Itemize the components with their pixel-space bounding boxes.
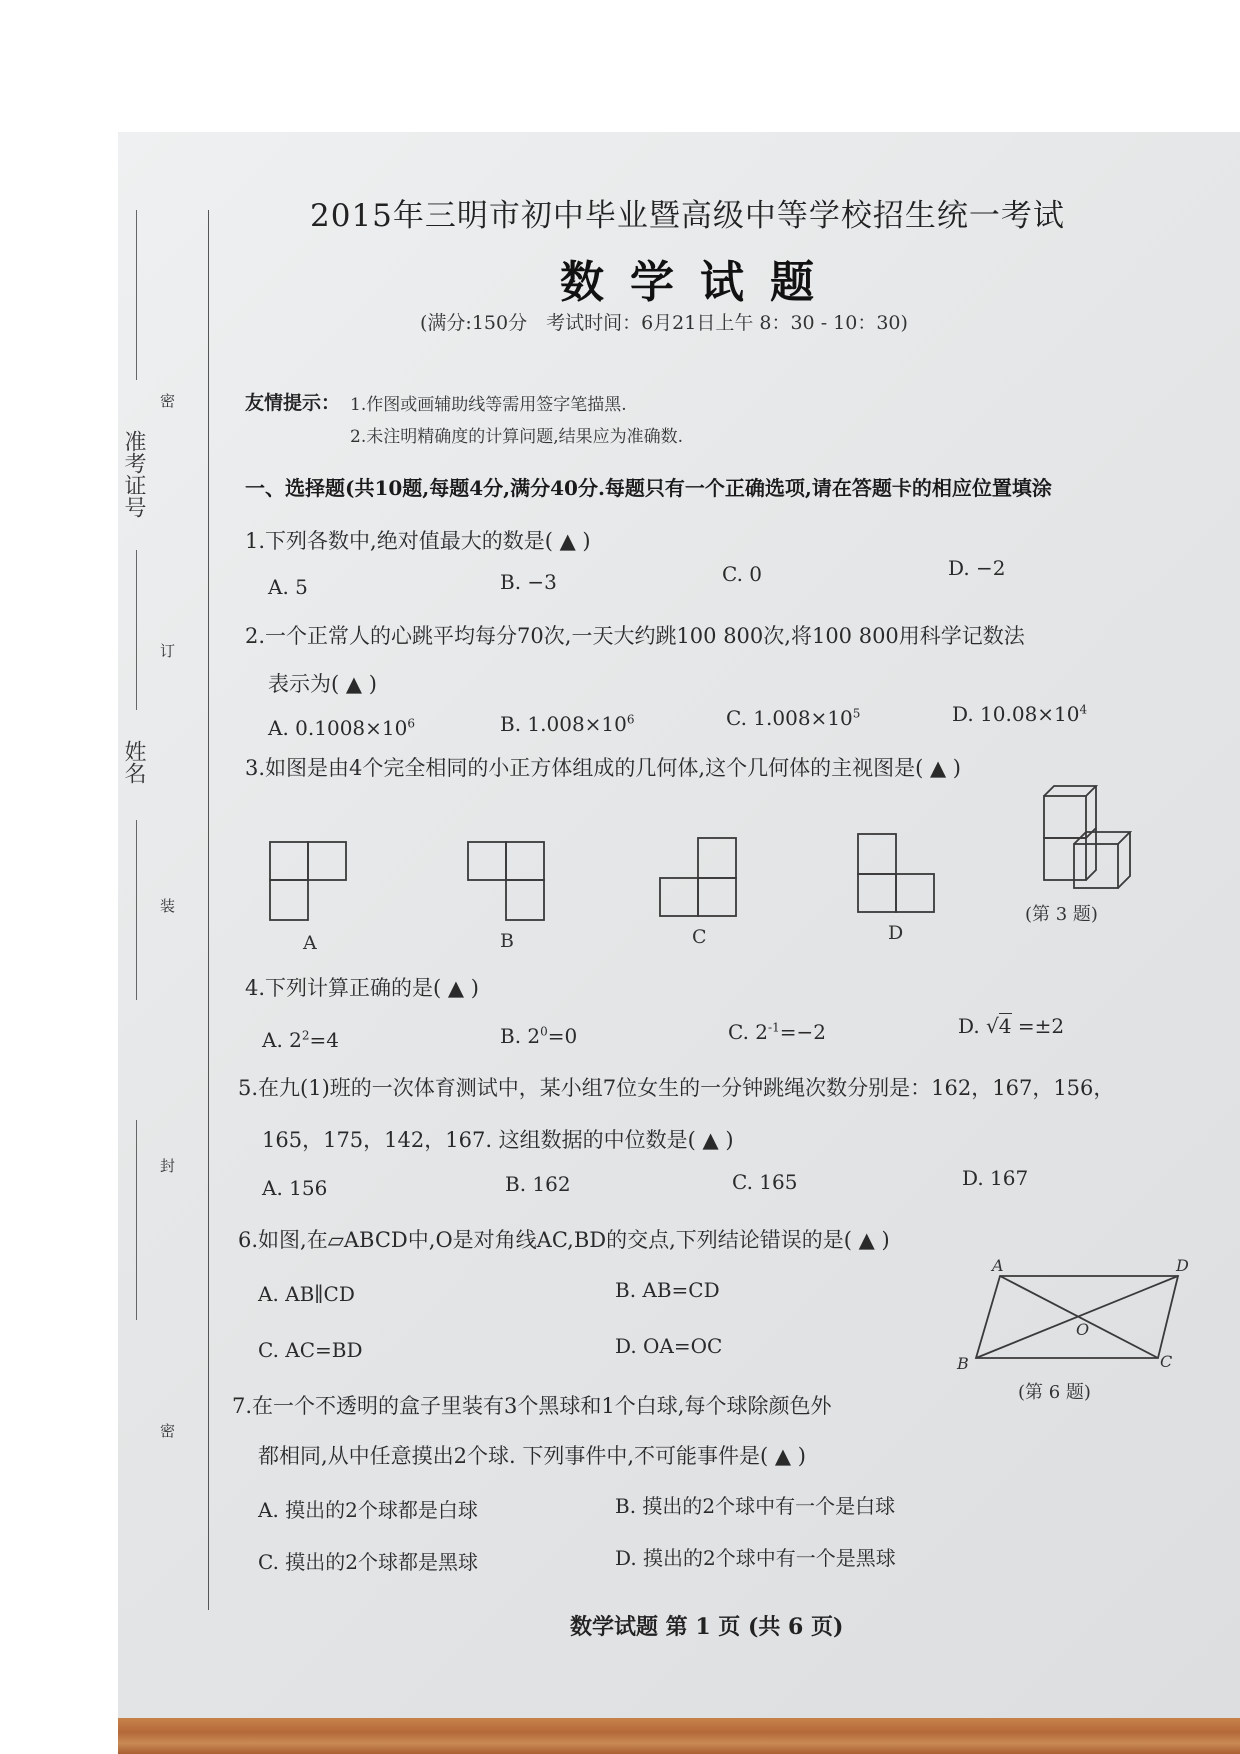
option-7c: C. 摸出的2个球都是黑球	[258, 1550, 479, 1574]
exam-info: (满分:150分 考试时间：6月21日上午 8：30 - 10：30)	[420, 312, 908, 334]
q3-label-c: C	[692, 926, 707, 948]
option-1d: D. −2	[948, 556, 1006, 580]
tip-item: 1.作图或画辅助线等需用签字笔描黑.	[350, 395, 627, 415]
q3-label-d: D	[888, 922, 904, 944]
q6-point-o: O	[1076, 1320, 1090, 1339]
side-blank-line	[136, 550, 137, 710]
question-1: 1.下列各数中,绝对值最大的数是( ▲ )	[245, 529, 591, 553]
q3-option-d-figure	[856, 832, 940, 918]
option-5a: A. 156	[262, 1176, 328, 1200]
seal-word: 装	[160, 897, 176, 915]
side-label-exam-number: 准考证号	[121, 430, 146, 518]
q6-caption: (第 6 题)	[1018, 1382, 1091, 1403]
q3-label-a: A	[303, 932, 317, 954]
option-1c: C. 0	[722, 562, 763, 586]
seal-word: 密	[160, 392, 176, 410]
question-2: 2.一个正常人的心跳平均每分70次,一天大约跳100 800次,将100 800用科学记数法	[245, 624, 1025, 648]
option-7a: A. 摸出的2个球都是白球	[258, 1498, 478, 1522]
option-5b: B. 162	[505, 1172, 571, 1196]
question-7: 7.在一个不透明的盒子里装有3个黑球和1个白球,每个球除颜色外	[232, 1394, 832, 1418]
q6-parallelogram-figure	[950, 1260, 1190, 1370]
question-5: 5.在九(1)班的一次体育测试中，某小组7位女生的一分钟跳绳次数分别是：162，167，156，	[238, 1076, 1115, 1100]
side-blank-line	[136, 820, 137, 1000]
option-6d: D. OA=OC	[615, 1334, 723, 1358]
seal-word: 密	[160, 1422, 176, 1440]
question-4: 4.下列计算正确的是( ▲ )	[245, 976, 479, 1000]
q6-point-a: A	[992, 1256, 1004, 1275]
tips-label: 友情提示：	[245, 392, 341, 414]
option-2d: D. $10.08\times 10^4$	[952, 702, 1088, 726]
option-4c: C. $2^{-1}=-2$	[728, 1020, 826, 1044]
page-footer: 数学试题 第 1 页 (共 6 页)	[570, 1614, 844, 1640]
side-blank-line	[136, 210, 137, 380]
q3-caption: (第 3 题)	[1025, 904, 1098, 925]
option-1b: B. −3	[500, 570, 557, 594]
option-5c: C. 165	[732, 1170, 798, 1194]
option-6c: C. AC=BD	[258, 1338, 363, 1362]
option-2c: C. $1.008\times 10^5$	[726, 706, 861, 730]
question-3: 3.如图是由4个完全相同的小正方体组成的几何体,这个几何体的主视图是( ▲ )	[245, 756, 961, 780]
question-5-line2: 165，175，142，167. 这组数据的中位数是( ▲ )	[262, 1128, 734, 1152]
tip-item: 2.未注明精确度的计算问题,结果应为准确数.	[350, 427, 684, 447]
option-4a: A. $2^2=4$	[262, 1028, 340, 1052]
q6-point-c: C	[1160, 1352, 1173, 1371]
q6-point-b: B	[957, 1354, 969, 1373]
option-6b: B. AB=CD	[615, 1278, 720, 1302]
question-7-line2: 都相同,从中任意摸出2个球. 下列事件中,不可能事件是( ▲ )	[258, 1444, 806, 1468]
wood-table-background	[118, 1718, 1240, 1754]
option-4b: B. $2^0=0$	[500, 1024, 578, 1048]
q3-option-c-figure	[658, 836, 742, 922]
binding-margin-line	[208, 210, 209, 1610]
option-5d: D. 167	[962, 1166, 1029, 1190]
q3-option-a-figure	[268, 840, 352, 926]
q3-option-b-figure	[466, 840, 550, 926]
seal-word: 封	[160, 1157, 176, 1175]
subject-title: 数学试题	[560, 257, 840, 308]
q3-label-b: B	[500, 930, 514, 952]
option-2b: B. $1.008\times 10^6$	[500, 712, 635, 736]
side-blank-line	[136, 1120, 137, 1320]
option-7b: B. 摸出的2个球中有一个是白球	[615, 1494, 896, 1518]
option-4d: D. √4 =±2	[958, 1014, 1065, 1038]
option-1a: A. 5	[268, 575, 308, 599]
q3-solid-figure	[1038, 784, 1142, 894]
section-heading: 一、选择题(共10题,每题4分,满分40分.每题只有一个正确选项,请在答题卡的相应位置填涂	[245, 476, 1052, 500]
question-2-line2: 表示为( ▲ )	[268, 672, 377, 696]
option-7d: D. 摸出的2个球中有一个是黑球	[615, 1546, 896, 1570]
q6-point-d: D	[1176, 1256, 1189, 1275]
seal-word: 订	[160, 642, 176, 660]
option-6a: A. AB∥CD	[258, 1282, 355, 1306]
question-6: 6.如图,在▱ABCD中,O是对角线AC,BD的交点,下列结论错误的是( ▲ )	[238, 1228, 890, 1252]
option-2a: A. $0.1008\times 10^6$	[268, 716, 415, 740]
exam-title: 2015年三明市初中毕业暨高级中等学校招生统一考试	[310, 198, 1065, 234]
side-label-name: 姓名	[121, 740, 146, 784]
